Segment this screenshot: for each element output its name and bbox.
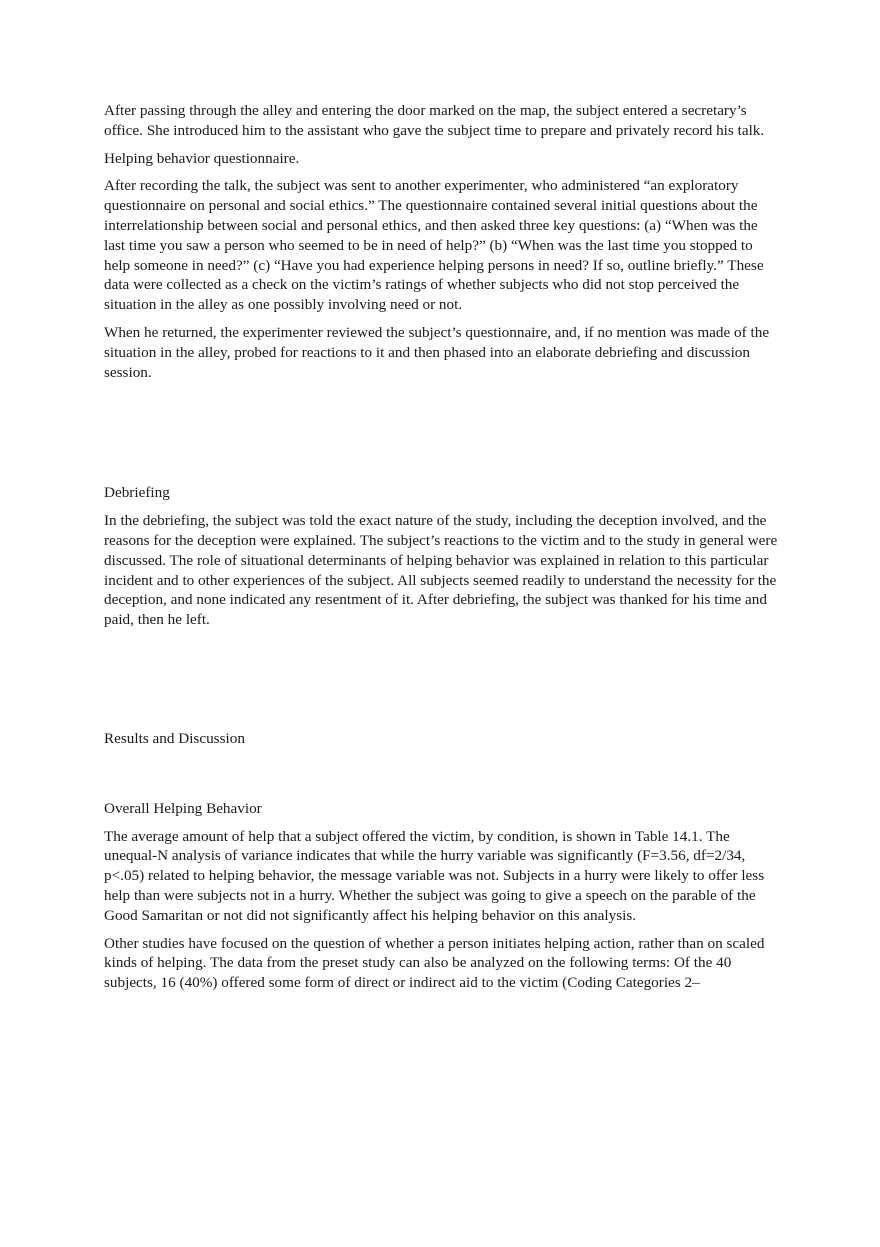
spacer xyxy=(104,390,780,483)
paragraph-debriefing: In the debriefing, the subject was told the exact nature of the study, including the deception involved, and the reasons for the deception were explained. The subject’s reactions to the victim and to the study in general were discussed. The role of situational determinants of helping behavior was explained in relation to this particular incident and to other experiences of the subject. All subjects seemed readily to understand the necessity for the deception, and none indicated any resentment of it. After debriefing, the subject was thanked for his time and paid, then he left. xyxy=(104,512,778,629)
paragraph-experimenter-review: When he returned, the experimenter reviewed the subject’s questionnaire, and, if no mention was made of the situation in the alley, probed for reactions to it and then phased into an elaborate debriefing and discussion session. xyxy=(104,323,770,381)
spacer xyxy=(104,638,780,729)
paragraph-questionnaire: After recording the talk, the subject was sent to another experimenter, who administered “an exploratory questionnaire on personal and social ethics.” The questionnaire contained several initial questions about the interrelationship between social and personal ethics, and then asked three key questions: (a) “When was the last time you saw a person who seemed to be in need of help?” (b) “When was the last time you stopped to help someone in need?” (c) “Have you had experience helping persons in need? If so, outline briefly.” These data were collected as a check on the victim’s ratings of whether subjects who did not stop perceived the situation in the alley as one possibly involving need or not. xyxy=(104,177,764,314)
heading-debriefing: Debriefing xyxy=(104,484,170,502)
paragraph-secretary-office: After passing through the alley and entering the door marked on the map, the subject entered a secretary’s office. She introduced him to the assistant who gave the subject time to prepare and privately record his talk. xyxy=(104,102,765,139)
heading-results-and-discussion: Results and Discussion xyxy=(104,729,245,747)
spacer xyxy=(104,757,780,799)
heading-overall-helping-behavior: Overall Helping Behavior xyxy=(104,799,262,817)
paragraph-other-studies: Other studies have focused on the question of whether a person initiates helping action, rather than on scaled kinds of helping. The data from the preset study can also be analyzed on the following terms: Of the 40 subjects, 16 (40%) offered some form of direct or indirect aid to the victim (Coding Categories 2– xyxy=(104,934,765,992)
heading-helping-behavior-questionnaire: Helping behavior questionnaire. xyxy=(104,149,300,167)
document-body xyxy=(104,101,780,1001)
paragraph-average-help: The average amount of help that a subject offered the victim, by condition, is shown in Table 14.1. The unequal-N analysis of variance indicates that while the hurry variable was significantly (F=3.56, df=2/34, p<.05) related to helping behavior, the message variable was not. Subjects in a hurry were likely to offer less help than were subjects not in a hurry. Whether the subject was going to give a speech on the parable of the Good Samaritan or not did not significantly affect his helping behavior on this analysis. xyxy=(104,827,765,924)
